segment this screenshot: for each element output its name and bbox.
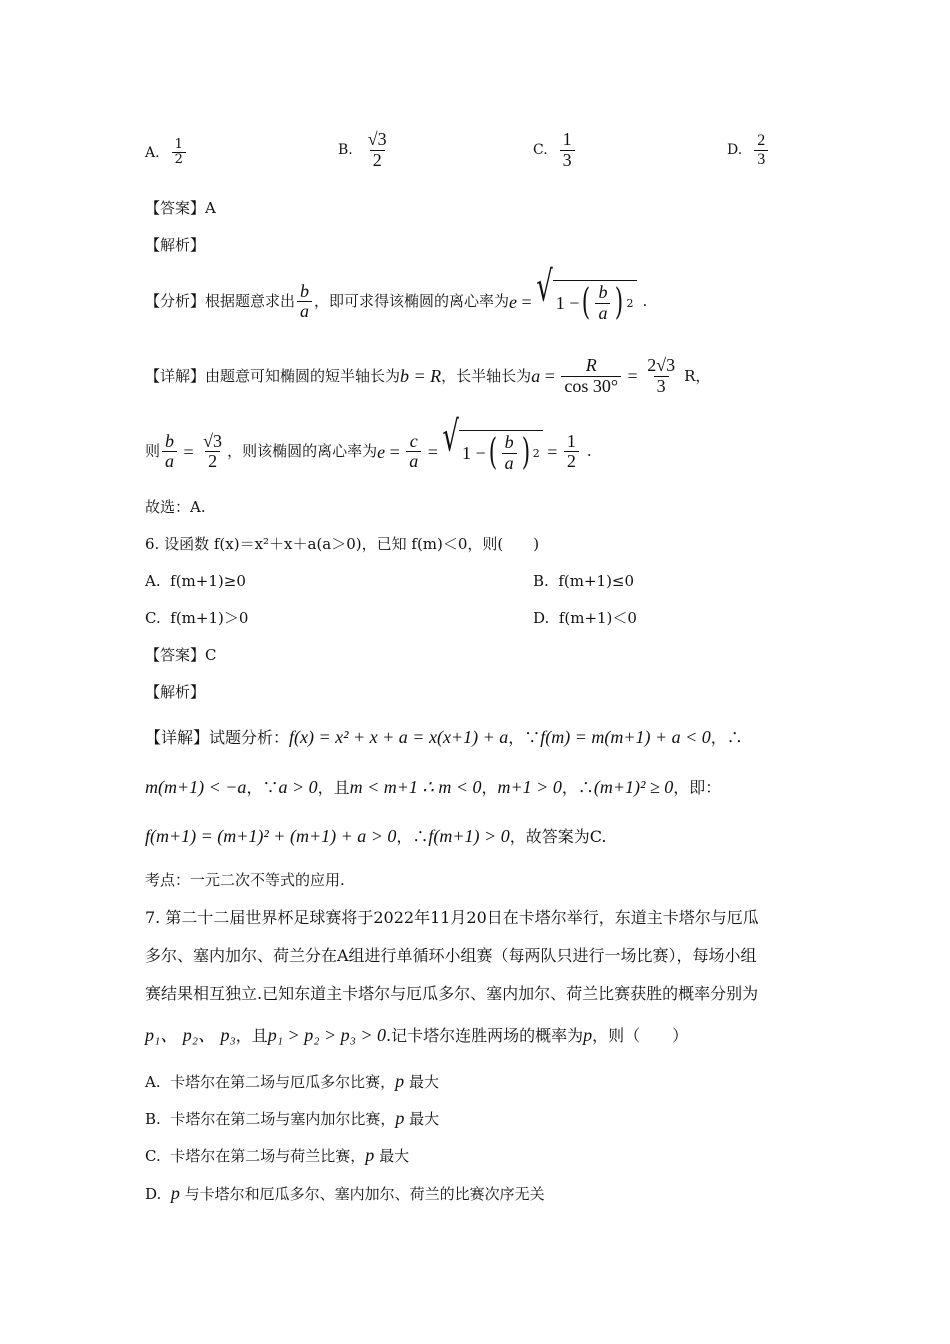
q7-stem-line2: 多尔、塞内加尔、荷兰分在A组进行单循环小组赛（每两队只进行一场比赛），每场小组 [145, 946, 757, 965]
q5-option-c [533, 130, 577, 171]
q6-option-b: B. f(m+1)≤0 [533, 572, 635, 590]
q7-stem-line3: 赛结果相互独立.已知东道主卡塔尔与厄瓜多尔、塞内加尔、荷兰比赛获胜的概率分别为 [145, 984, 759, 1003]
q7-option-d: D. p 与卡塔尔和厄瓜多尔、塞内加尔、荷兰的比赛次序无关 [145, 1183, 545, 1203]
option-label: D. [727, 142, 743, 159]
sqrt-expression: √ 1 − ( $\frac{b}{a}$ ) 2 [536, 280, 636, 324]
q5-conclusion: 故选：A. [145, 498, 206, 516]
q7-option-c: C. 卡塔尔在第二场与荷兰比赛，p 最大 [145, 1145, 410, 1165]
b-over-a: $\frac{b}{a}$ [297, 282, 312, 323]
q6-stem: 6. 设函数 f(x)＝x²＋x＋a(a＞0)，已知 f(m)＜0，则( ) [145, 535, 540, 553]
q6-option-a: A. f(m+1)≥0 [145, 572, 246, 590]
two-root3-over-3: $\frac{2√3}{3}$ [647, 355, 676, 396]
q5-ze: 则 $\frac{b}{a}$ = $\frac{√3}{2}$ ，则该椭圆的离心率为 e = $\frac{c}{a}$ = √ 1 − ( $\frac{b}{a}$ ) 2 = $\frac{1}{2}$ . [145, 413, 592, 474]
q6-kaodian: 考点：一元二次不等式的应用. [145, 871, 345, 889]
q5-option-d [727, 132, 770, 168]
q7-option-a: A. 卡塔尔在第二场与厄瓜多尔比赛，p 最大 [145, 1071, 439, 1091]
q5-option-a [145, 138, 188, 168]
q6-detail-line2: m(m+1) < −a，∵a > 0，且m < m+1 ∴ m < 0，m+1 > 0，∴(m+1)² ≥ 0，即： [145, 777, 722, 797]
q6-detail-line3: f(m+1) = (m+1)² + (m+1) + a > 0，∴f(m+1) > 0，故答案为C. [145, 826, 607, 846]
fraction: $\frac{1}{2}$ [172, 138, 186, 168]
q7-stem-line1: 7. 第二十二届世界杯足球赛将于2022年11月20日在卡塔尔举行，东道主卡塔尔与厄瓜 [145, 908, 759, 927]
q7-stem-line4: p₁、 p₂、 p₃，且p₁ > p₂ > p₃ > 0.记卡塔尔连胜两场的概率为p，则（ ） [145, 1025, 689, 1045]
sqrt-expression: √ 1 − ( $\frac{b}{a}$ ) 2 [442, 430, 542, 474]
option-label: C. [533, 142, 548, 159]
fraction: $\frac{1}{3}$ [560, 130, 575, 171]
q6-answer: 【答案】C [145, 646, 217, 664]
q5-fenxi: 【分析】根据题意求出 $\frac{b}{a}$ ，即可求得该椭圆的离心率为 e = √ 1 − ( $\frac{b}{a}$ ) 2 . [145, 263, 648, 324]
q5-analysis-heading: 【解析】 [145, 236, 206, 254]
q6-detail-line1: 【详解】试题分析：f(x) = x² + x + a = x(x+1) + a，∵f(m) = m(m+1) + a < 0，∴ [145, 727, 743, 747]
option-label: A. [145, 144, 160, 161]
q6-analysis-heading: 【解析】 [145, 683, 206, 701]
q5-xiangjie: 【详解】由题意可知椭圆的短半轴长为 b = R ，长半轴长为 a = $\frac{R}{\cos 30^\circ}$ = $\frac{2√3}{3}$ R， [145, 355, 711, 396]
fraction: $\frac{2}{3}$ [754, 132, 768, 168]
q5-option-b [338, 130, 392, 171]
fraction: $\frac{√3}{2}$ [367, 129, 387, 170]
r-over-cos: $\frac{R}{\cos 30^\circ}$ [561, 356, 621, 397]
q6-option-c: C. f(m+1)＞0 [145, 609, 249, 627]
option-label: B. [338, 142, 353, 159]
q7-option-b: B. 卡塔尔在第二场与塞内加尔比赛，p 最大 [145, 1108, 440, 1128]
q5-answer: 【答案】A [145, 199, 216, 217]
q6-option-d: D. f(m+1)＜0 [533, 609, 637, 627]
